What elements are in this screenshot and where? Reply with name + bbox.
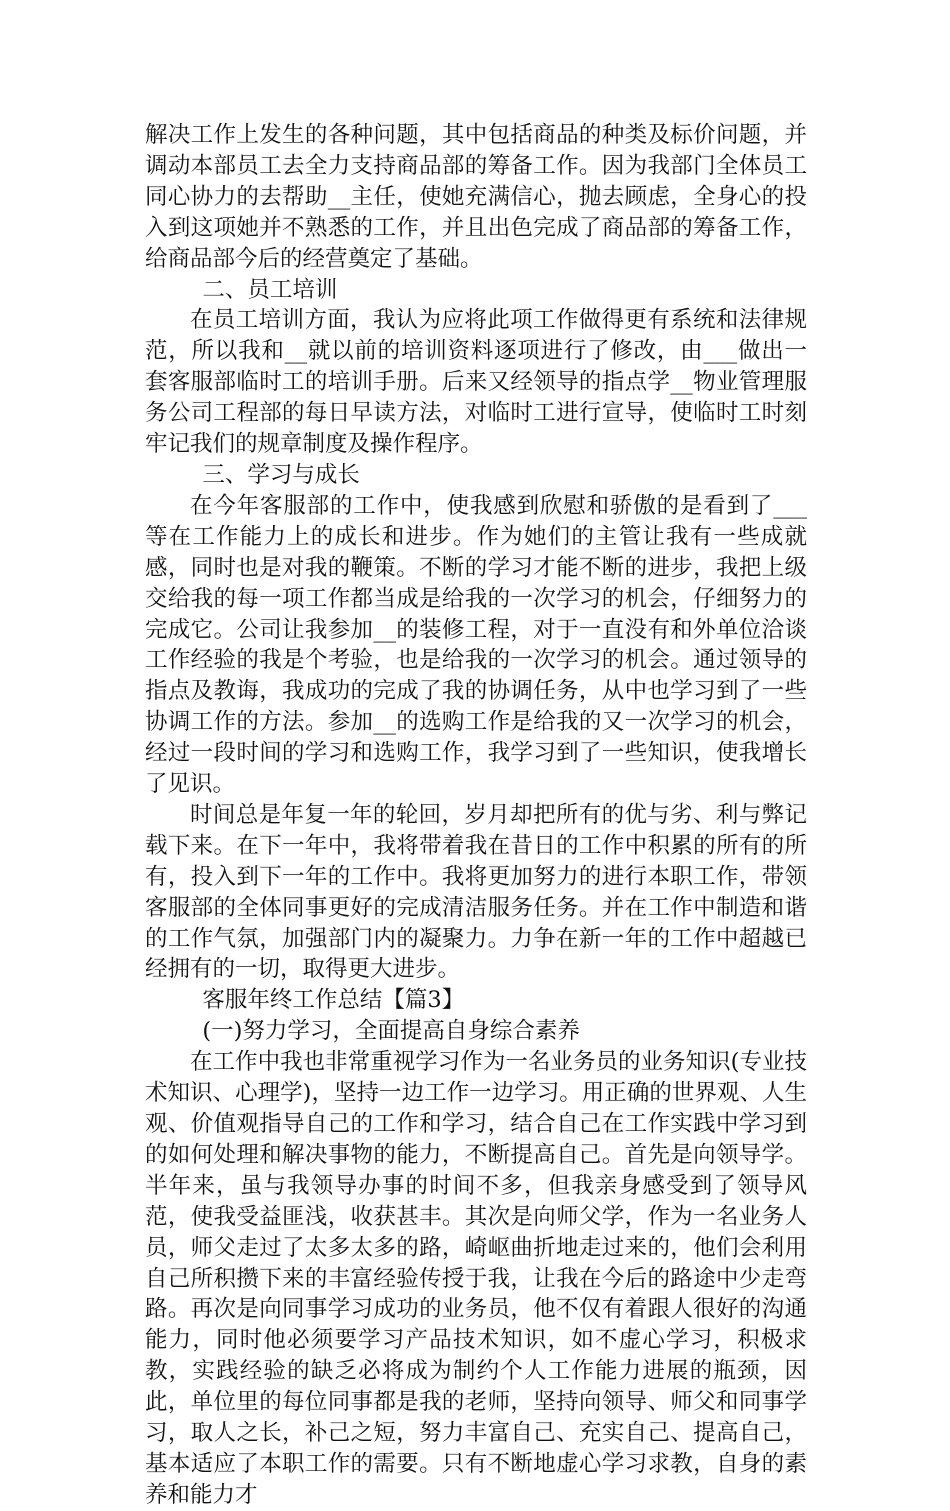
section-heading-staff-training: 二、员工培训 (202, 276, 338, 303)
paragraph-continuation: 解决工作上发生的各种问题，其中包括商品的种类及标价问题，并调动本部员工去全力支持商品部的筹备工作。因为我部门全体员工同心协力的去帮助__主任，使她充满信心，抛去顾虑，全身心的投入到这项她并不熟悉的工作，并且出色完成了商品部的筹备工作，给商品部今后的经营奠定了基础。 (145, 122, 807, 272)
paragraph-outlook: 时间总是年复一年的轮回，岁月却把所有的优与劣、利与弊记载下来。在下一年中，我将带着我在昔日的工作中积累的所有的所有，投入到下一年的工作中。我将更加努力的进行本职工作，带领客服部的全体同事更好的完成清洁服务任务。并在工作中制造和谐的工作气氛，加强部门内的凝聚力。力争在新一年的工作中超越已经拥有的一切，取得更大进步。 (145, 801, 807, 983)
paragraph-staff-training: 在员工培训方面，我认为应将此项工作做得更有系统和法律规范，所以我和__就以前的培训资料逐项进行了修改，由___做出一套客服部临时工的培训手册。后来又经领导的指点学__物业管理服务公司工程部的每日早读方法，对临时工进行宣导，使临时工时刻牢记我们的规章制度及操作程序。 (145, 307, 807, 458)
article-title-part-3: 客服年终工作总结【篇3】 (202, 987, 465, 1014)
paragraph-study: 在工作中我也非常重视学习作为一名业务员的业务知识(专业技术知识、心理学)，坚持一边工作一边学习。用正确的世界观、人生观、价值观指导自己的工作和学习，结合自己在工作实践中学习到的如何处理和解决事物的能力，不断提高自己。首先是向领导学。半年来，虽与我领导办事的时间不多，但我亲身感受到了领导风范，使我受益匪浅，收获甚丰。其次是向师父学，作为一名业务人员，师父走过了太多太多的路，崎岖曲折地走过来的，他们会利用自己所积攒下来的丰富经验传授于我，让我在今后的路途中少走弯路。再次是向同事学习成功的业务员，他不仅有着跟人很好的沟通能力，同时他必须要学习产品技术知识，如不虚心学习，积极求教，实践经验的缺乏必将成为制约个人工作能力进展的瓶颈，因此，单位里的每位同事都是我的老师，坚持向领导、师父和同事学习，取人之长，补己之短，努力丰富自己、充实自己、提高自己，基本适应了本职工作的需要。只有不断地虚心学习求教，自身的素养和能力才 (145, 1049, 807, 1508)
subsection-heading-study: (一)努力学习，全面提高自身综合素养 (202, 1018, 580, 1045)
document-page (145, 120, 807, 1511)
section-heading-learning-growth: 三、学习与成长 (202, 461, 360, 488)
paragraph-learning-growth: 在今年客服部的工作中，使我感到欣慰和骄傲的是看到了___等在工作能力上的成长和进步。作为她们的主管让我有一些成就感，同时也是对我的鞭策。不断的学习才能不断的进步，我把上级交给我的每一项工作都当成是给我的一次学习的机会，仔细努力的完成它。公司让我参加__的装修工程，对于一直没有和外单位洽谈工作经验的我是个考验，也是给我的一次学习的机会。通过领导的指点及教诲，我成功的完成了我的协调任务，从中也学习到了一些协调工作的方法。参加__的选购工作是给我的又一次学习的机会，经过一段时间的学习和选购工作，我学习到了一些知识，使我增长了见识。 (145, 492, 807, 798)
